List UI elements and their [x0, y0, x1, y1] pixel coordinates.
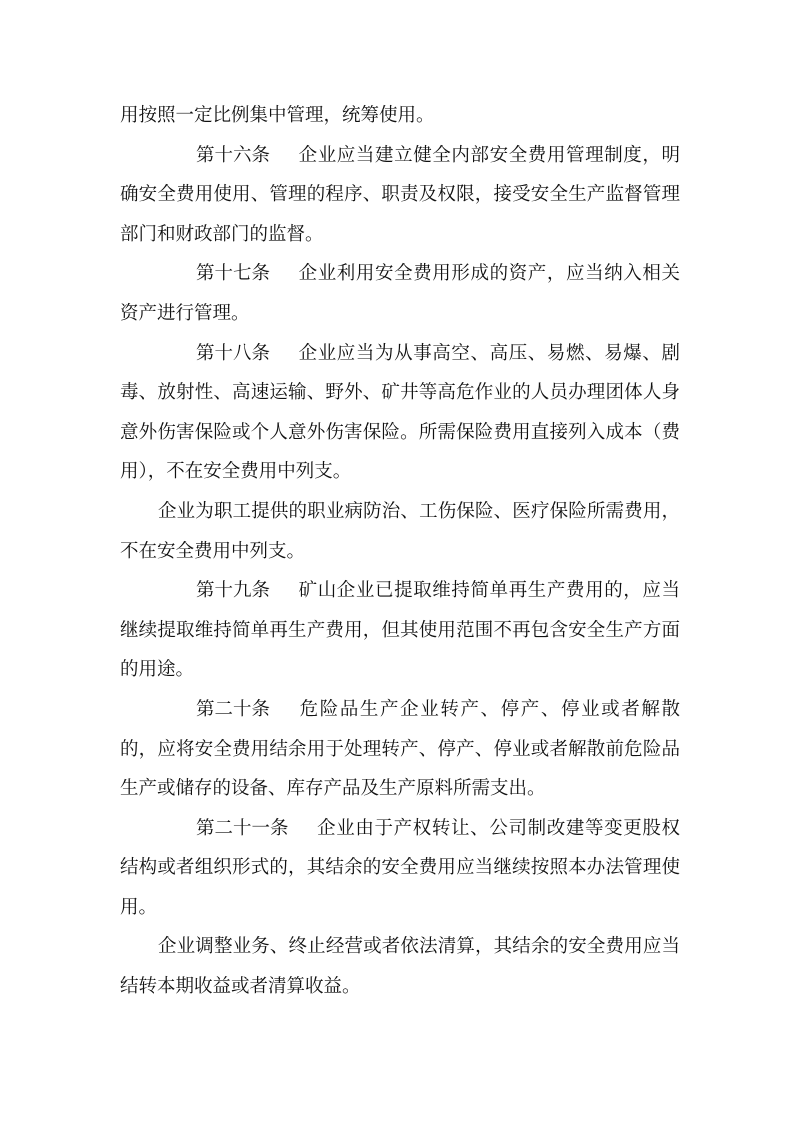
paragraph-text: 企业应当为从事高空、高压、易燃、易爆、剧毒、放射性、高速运输、野外、矿井等高危作业的人员办理团体人身意外伤害保险或个人意外伤害保险。所需保险费用直接列入成本（费用），不在安全费用中列支。	[120, 342, 680, 483]
paragraph-text: 矿山企业已提取维持简单再生产费用的，应当继续提取维持简单再生产费用，但其使用范围不再包含安全生产方面的用途。	[120, 580, 680, 681]
paragraph-text: 企业调整业务、终止经营或者依法清算，其结余的安全费用应当结转本期收益或者清算收益。	[120, 936, 680, 998]
article-16	[120, 136, 680, 255]
paragraph-text: 企业利用安全费用形成的资产，应当纳入相关资产进行管理。	[120, 263, 680, 324]
article-number: 第十七条	[196, 263, 271, 285]
article-21	[120, 809, 680, 928]
article-number: 第十九条	[196, 580, 271, 602]
article-18-paragraph-2	[120, 492, 680, 571]
article-number: 第十八条	[196, 342, 271, 364]
paragraph-continuation	[120, 96, 680, 136]
article-number: 第二十条	[196, 698, 271, 720]
article-17	[120, 254, 680, 333]
paragraph-text: 企业为职工提供的职业病防治、工伤保险、医疗保险所需费用，不在安全费用中列支。	[120, 500, 680, 562]
article-21-paragraph-2	[120, 927, 680, 1006]
paragraph-text: 用按照一定比例集中管理，统筹使用。	[120, 105, 435, 126]
document-body	[120, 96, 680, 1007]
article-19	[120, 571, 680, 690]
article-20	[120, 690, 680, 809]
paragraph-text: 企业由于产权转让、公司制改建等变更股权结构或者组织形式的，其结余的安全费用应当继续按照本办法管理使用。	[120, 817, 680, 918]
article-number: 第二十一条	[196, 817, 289, 839]
article-18	[120, 334, 680, 492]
paragraph-text: 危险品生产企业转产、停产、停业或者解散的，应将安全费用结余用于处理转产、停产、停业或者解散前危险品生产或储存的设备、库存产品及生产原料所需支出。	[120, 698, 680, 800]
paragraph-text: 企业应当建立健全内部安全费用管理制度，明确安全费用使用、管理的程序、职责及权限，接受安全生产监督管理部门和财政部门的监督。	[120, 144, 680, 245]
article-number: 第十六条	[196, 144, 271, 166]
